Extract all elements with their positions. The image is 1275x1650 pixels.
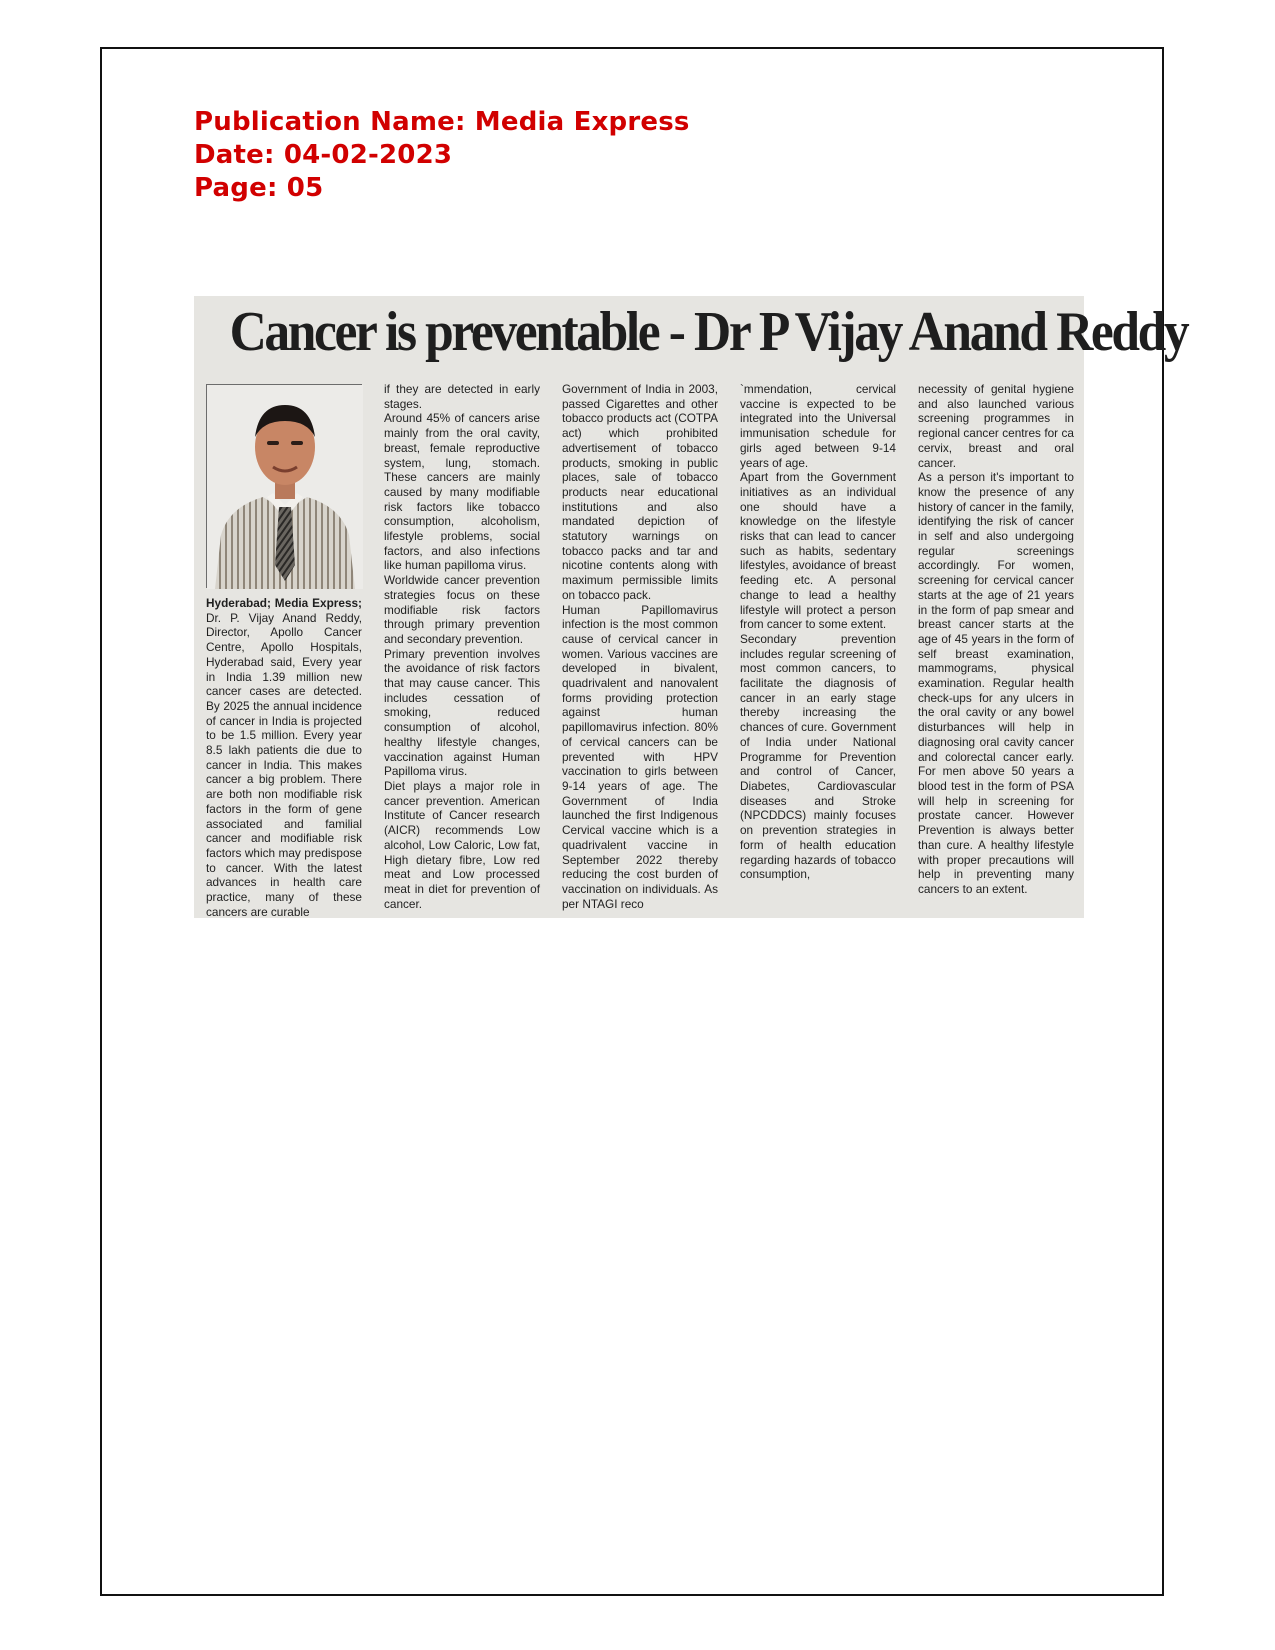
article-column-3 <box>562 382 718 911</box>
column-paragraph: `mmendation, cervical vaccine is expected to be integrated into the Universal immunisation schedule for girls aged between 9-14 years of age. <box>740 382 896 470</box>
article-headline: Cancer is preventable - Dr P Vijay Anand Reddy <box>229 301 1188 363</box>
column-paragraph: Hyderabad; Media Express; Dr. P. Vijay Anand Reddy, Director, Apollo Cancer Centre, Apollo Hospitals, Hyderabad said, Every year in India 1.39 million new cancer cases are detected. By 2025 the annual incidence of cancer in India is projected to be 1.5 million. Every year 8.5 lakh patients die due to cancer in India. This makes cancer a big problem. There are both non modifiable risk factors in the form of gene associated and familial cancer and modifiable risk factors which may predispose to cancer. With the latest advances in health care practice, many of these cancers are curable <box>206 596 362 919</box>
column-paragraph: Apart from the Government initiatives as an individual one should have a knowledge on the lifestyle risks that can lead to cancer such as habits, sedentary lifestyles, avoidance of breast feeding etc. A personal change to lead a healthy lifestyle will protect a person from cancer to some extent. <box>740 470 896 632</box>
column-paragraph: Government of India in 2003, passed Cigarettes and other tobacco products act (COTPA act) which prohibited advertisement of tobacco products, smoking in public places, sale of tobacco products near educational institutions and also mandated depiction of statutory warnings on tobacco packs and tar and nicotine contents along with maximum permissible limits on tobacco pack. <box>562 382 718 602</box>
publication-info <box>194 106 690 205</box>
column-paragraph: Worldwide cancer prevention strategies focus on these modifiable risk factors through primary prevention and secondary prevention. <box>384 573 540 646</box>
article-column-1 <box>206 596 362 919</box>
column-paragraph: Secondary prevention includes regular screening of most common cancers, to facilitate the diagnosis of cancer in an early stage thereby increasing the chances of cure. Government of India under National Programme for Prevention and control of Cancer, Diabetes, Cardiovascular diseases and Stroke (NPCDDCS) mainly focuses on prevention strategies in form of health education regarding hazards of tobacco consumption, <box>740 631 896 882</box>
author-photo <box>206 384 362 588</box>
article-column-5 <box>918 382 1074 897</box>
column-paragraph: As a person it's important to know the presence of any history of cancer in the family, identifying the risk of cancer in self and also undergoing regular screenings accordingly. For women, screening for cervical cancer starts at the age of 21 years in the form of pap smear and breast cancer starts at the age of 45 years in the form of self breast examination, mammograms, physical examination. Regular health check-ups for any ulcers in the oral cavity or any bowel disturbances will help in diagnosing oral cavity cancer and colorectal cancer early. For men above 50 years a blood test in the form of PSA will help in screening for prostate cancer. However Prevention is always better than cure. A healthy lifestyle with proper precautions will help in preventing many cancers to an extent. <box>918 470 1074 896</box>
article-column-2 <box>384 382 540 911</box>
publication-page: Page: 05 <box>194 173 324 203</box>
column-paragraph: Primary prevention involves the avoidance of risk factors that may cause cancer. This includes cessation of smoking, reduced consumption of alcohol, healthy lifestyle changes, vaccination against Human Papilloma virus. <box>384 646 540 779</box>
column-paragraph: Human Papillomavirus infection is the most common cause of cervical cancer in women. Various vaccines are developed in bivalent, quadrivalent and nanovalent forms providing protection against human papillomavirus infection. 80% of cervical cancers can be prevented with HPV vaccination to girls between 9-14 years of age. The Government of India launched the first Indigenous Cervical vaccine which is a quadrivalent vaccine in September 2022 thereby reducing the cost burden of vaccination on individuals. As per NTAGI reco <box>562 602 718 911</box>
column-paragraph: necessity of genital hygiene and also launched various screening programmes in regional cancer centres for ca cervix, breast and oral cancer. <box>918 382 1074 470</box>
column-paragraph: Around 45% of cancers arise mainly from the oral cavity, breast, female reproductive system, lung, stomach. These cancers are mainly caused by many modifiable risk factors like tobacco consumption, alcoholism, lifestyle problems, social factors, and also infections like human papilloma virus. <box>384 411 540 573</box>
article-column-4 <box>740 382 896 882</box>
publication-name: Publication Name: Media Express <box>194 107 690 137</box>
column-paragraph: if they are detected in early stages. <box>384 382 540 411</box>
newspaper-clipping <box>194 296 1188 919</box>
publication-date: Date: 04-02-2023 <box>194 140 453 170</box>
article-dateline: Hyderabad; Media Express; <box>206 596 362 610</box>
column-paragraph: Diet plays a major role in cancer prevention. American Institute of Cancer research (AICR) recommends Low alcohol, Low Caloric, Low fat, High dietary fibre, Low red meat and Low processed meat in diet for prevention of cancer. <box>384 778 540 911</box>
